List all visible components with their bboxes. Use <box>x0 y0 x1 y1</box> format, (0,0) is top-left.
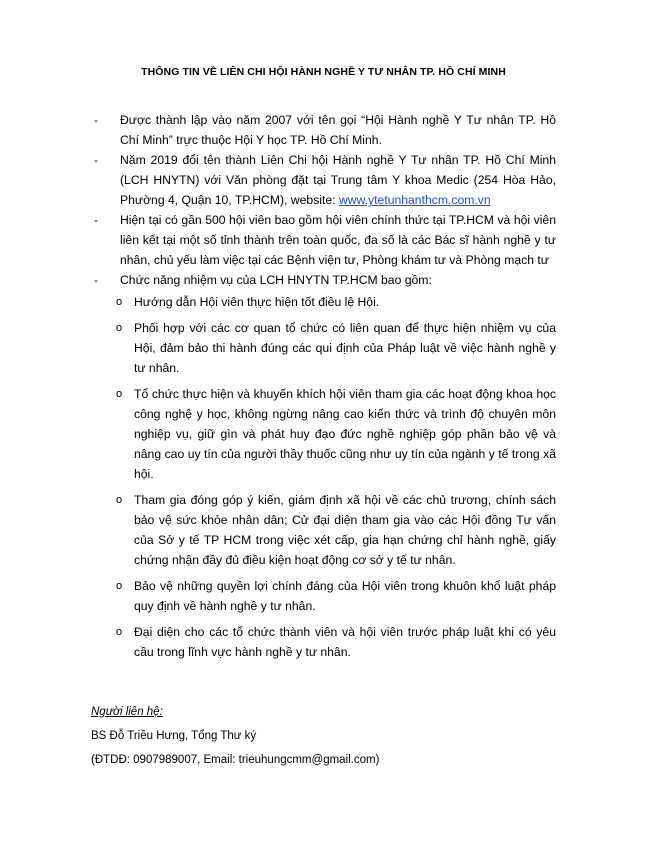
sub-list-item <box>96 490 556 570</box>
list-item <box>96 210 556 270</box>
sub-list-item-text: Tham gia đóng góp ý kiến, giám định xã hội về các chủ trương, chính sách bảo vệ sức khỏe nhân dân; Cử đại diện tham gia vào các Hội đồng Tư vấn của Sở y tế TP HCM trong việc xét cấp, gia hạn chứng chỉ hành nghề, giấy chứng nhận đầy đủ điều kiện hoạt động cơ sở y tế tư nhân. <box>134 493 556 567</box>
list-item-text: Được thành lập vào năm 2007 với tên gọi “Hội Hành nghề Y Tư nhân TP. Hồ Chí Minh” trực thuộc Hội Y học TP. Hồ Chí Minh. <box>120 113 556 147</box>
sub-list-item <box>96 622 556 662</box>
sub-list-item <box>96 576 556 616</box>
circle-bullet: o <box>116 494 123 506</box>
sub-list-item-text: Phối hợp với các cơ quan tổ chức có liên quan để thực hiện nhiệm vụ của Hội, đảm bảo thi hành đúng các qui định của Pháp luật về việc hành nghề y tư nhân. <box>134 321 556 375</box>
list-item-text: Hiện tại có gần 500 hội viên bao gồm hội viên chính thức tại TP.HCM và hội viên liên kết tại một số tỉnh thành trên toàn quốc, đa số là các Bác sĩ hành nghề y tư nhân, chủ yếu làm việc tại các Bệnh viện tư, Phòng khám tư và Phòng mạch tư <box>120 213 556 267</box>
contact-name: BS Đỗ Triều Hưng, Tổng Thư ký <box>91 730 257 742</box>
circle-bullet: o <box>116 580 123 592</box>
contact-heading: Người liên hệ: <box>91 706 163 718</box>
sub-list-item-text: Tổ chức thực hiện và khuyến khích hội viên tham gia các hoạt động khoa học công nghệ y học, không ngừng nâng cao kiến thức và trình độ chuyên môn nghiệp vụ, giữ gìn và phát huy đạo đức nghề nghiệp góp phần bảo vệ và nâng cao uy tín của người thầy thuốc cũng như uy tín của ngành y tế trong xã hội. <box>134 387 556 481</box>
list-item <box>96 270 556 290</box>
bullet-dash: - <box>94 273 99 287</box>
contact-block <box>91 704 379 768</box>
bullet-dash: - <box>94 113 99 127</box>
document-title: THÔNG TIN VỀ LIÊN CHI HỘI HÀNH NGHỀ Y TƯ NHÂN TP. HỒ CHÍ MINH <box>141 66 506 78</box>
website-link[interactable]: www.ytetunhanthcm.com.vn <box>338 193 491 207</box>
list-item-text: Năm 2019 đổi tên thành Liên Chi hội Hành nghề Y Tư nhân TP. Hồ Chí Minh (LCH HNYTN) với Văn phòng đặt tại Trung tâm Y khoa Medic (254 Hòa Hảo, Phường 4, Quận 10, TP.HCM), website: <box>120 153 556 207</box>
sub-list-item-text: Bảo vệ những quyền lợi chính đáng của Hội viên trong khuôn khổ luật pháp quy định về hành nghề y tư nhân. <box>134 579 556 613</box>
list-item-text: Chức năng nhiệm vụ của LCH HNYTN TP.HCM bao gồm: <box>120 273 432 287</box>
circle-bullet: o <box>116 296 123 308</box>
circle-bullet: o <box>116 322 123 334</box>
bullet-dash: - <box>94 213 99 227</box>
bullet-dash: - <box>94 153 99 167</box>
duties-sublist <box>96 292 556 662</box>
contact-details: (ĐTDĐ: 0907989007, Email: trieuhungcmm@gmail.com) <box>91 754 380 766</box>
sub-list-item <box>96 318 556 378</box>
sub-list-item <box>96 292 556 312</box>
info-list <box>96 110 556 668</box>
sub-list-item-text: Hướng dẫn Hội viên thực hiện tốt điều lệ Hội. <box>134 295 380 309</box>
sub-list-item-text: Đại diện cho các tổ chức thành viên và hội viên trước pháp luật khi có yêu cầu trong lĩnh vực hành nghề y tư nhân. <box>134 625 556 659</box>
sub-list-item <box>96 384 556 484</box>
circle-bullet: o <box>116 388 123 400</box>
circle-bullet: o <box>116 626 123 638</box>
list-item <box>96 150 556 210</box>
list-item <box>96 110 556 150</box>
